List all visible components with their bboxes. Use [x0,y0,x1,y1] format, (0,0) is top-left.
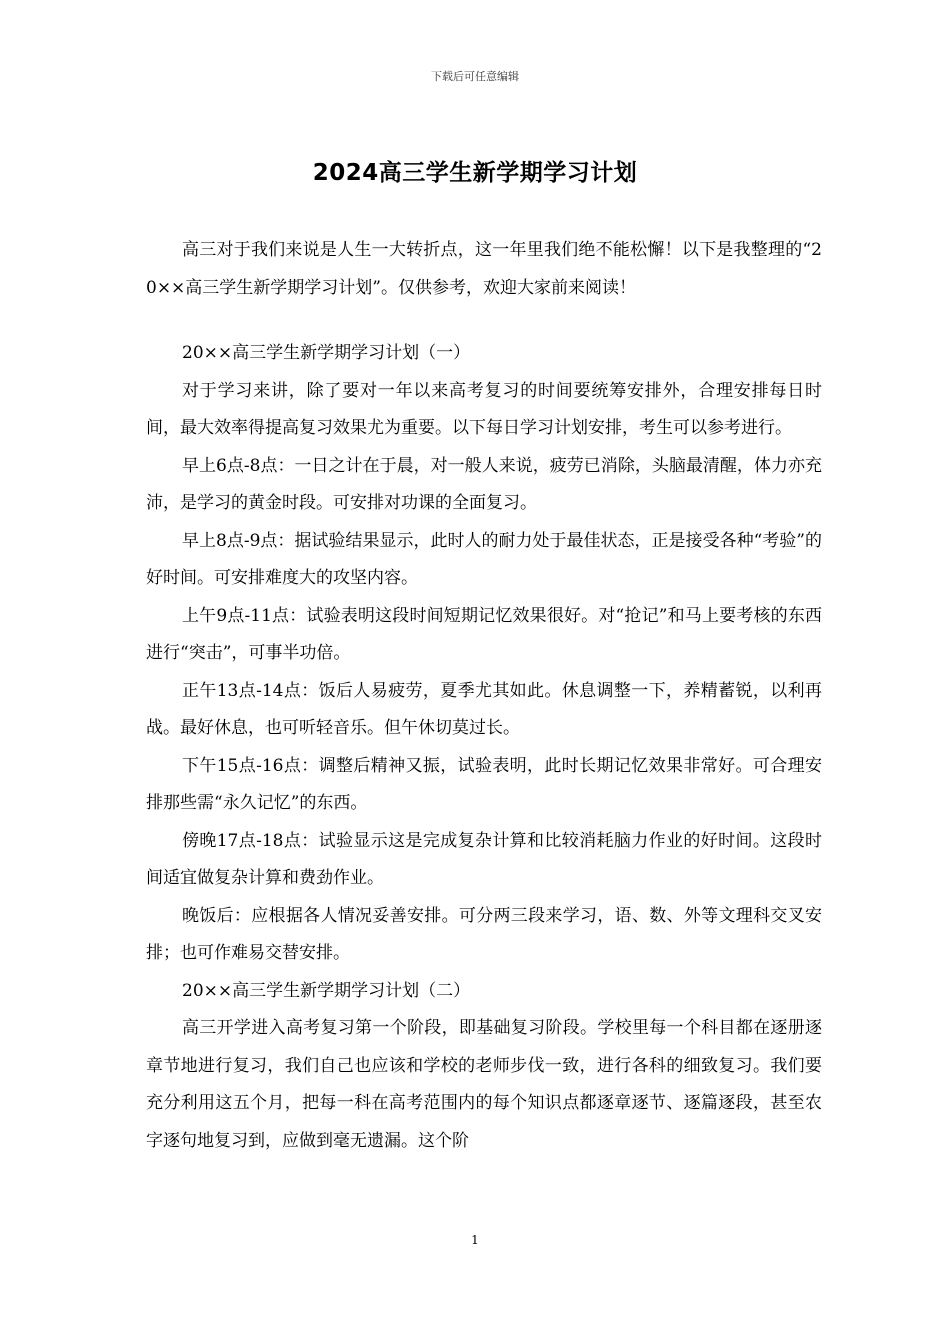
page-number: 1 [471,1233,479,1247]
intro-paragraph: 高三对于我们来说是人生一大转折点，这一年里我们绝不能松懈！以下是我整理的“20××高三学生新学期学习计划”。仅供参考，欢迎大家前来阅读！ [146,240,822,298]
body-paragraph: 上午9点-11点：试验表明这段时间短期记忆效果很好。对“抢记”和马上要考核的东西进行“突击”，可事半功倍。 [146,605,822,663]
header-note: 下载后可任意编辑 [431,70,519,83]
body-paragraph: 对于学习来讲，除了要对一年以来高考复习的时间要统筹安排外，合理安排每日时间，最大效率得提高复习效果尤为重要。以下每日学习计划安排，考生可以参考进行。 [146,380,822,438]
section-heading-1: 20××高三学生新学期学习计划（一） [182,343,471,363]
body-paragraph: 早上6点-8点：一日之计在于晨，对一般人来说，疲劳已消除，头脑最清醒，体力亦充沛，是学习的黄金时段。可安排对功课的全面复习。 [146,455,822,513]
body-paragraph: 傍晚17点-18点：试验显示这是完成复杂计算和比较消耗脑力作业的好时间。这段时间适宜做复杂计算和费劲作业。 [146,830,822,888]
body-paragraph: 晚饭后：应根据各人情况妥善安排。可分两三段来学习，语、数、外等文理科交叉安排；也可作难易交替安排。 [146,905,822,963]
body-paragraph: 高三开学进入高考复习第一个阶段，即基础复习阶段。学校里每一个科目都在逐册逐章节地进行复习，我们自己也应该和学校的老师步伐一致，进行各科的细致复习。我们要充分利用这五个月，把每一科在高考范围内的每个知识点都逐章逐节、逐篇逐段，甚至农字逐句地复习到，应做到毫无遗漏。这个阶 [146,1018,822,1151]
body-paragraph: 正午13点-14点：饭后人易疲劳，夏季尤其如此。休息调整一下，养精蓄锐，以利再战。最好休息，也可听轻音乐。但午休切莫过长。 [146,680,822,738]
section-heading-2: 20××高三学生新学期学习计划（二） [182,980,471,1001]
document-title: 2024高三学生新学期学习计划 [312,160,638,186]
document-body [146,232,822,1160]
body-paragraph: 下午15点-16点：调整后精神又振，试验表明，此时长期记忆效果非常好。可合理安排那些需“永久记忆”的东西。 [146,755,822,813]
body-paragraph: 早上8点-9点：据试验结果显示，此时人的耐力处于最佳状态，正是接受各种“考验”的好时间。可安排难度大的攻坚内容。 [146,530,822,588]
